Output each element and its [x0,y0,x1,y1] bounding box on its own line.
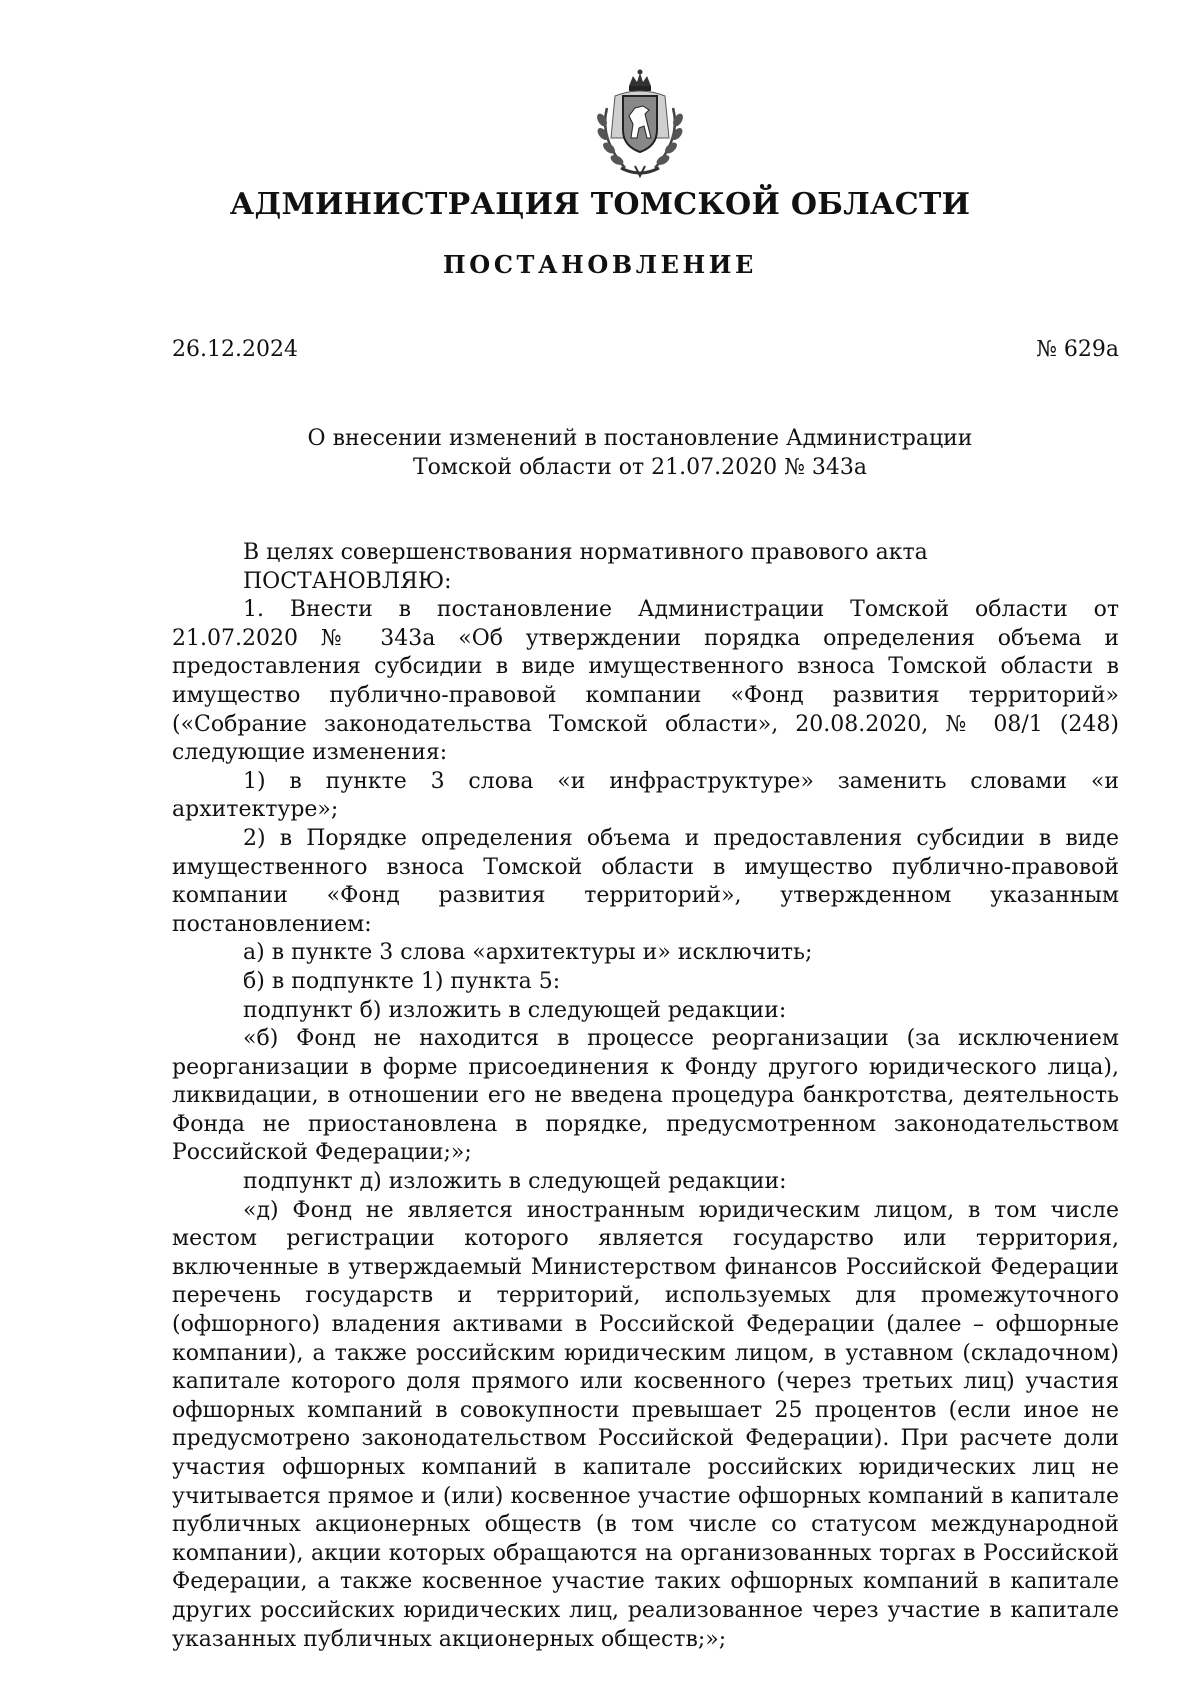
document-type: ПОСТАНОВЛЕНИЕ [443,250,757,279]
body-paragraph: подпункт д) изложить в следующей редакции: [243,1169,787,1195]
document-body [172,539,1119,1654]
body-paragraph: а) в пункте 3 слова «архитектуры и» исключить; [243,940,813,966]
preamble-paragraph: В целях совершенствования нормативного правового акта [243,540,928,565]
resolution-word: ПОСТАНОВЛЯЮ: [243,568,452,594]
body-paragraph: 1. Внести в постановление Администрации Томской области от 21.07.2020 № 343а «Об утверждении порядка определения объема и предоставления субсидии в виде имущественного взноса Томской области в имущество публично-правовой компании «Фонд развития территорий» («Собрание законодательства Томской области», 20.08.2020, № 08/1 (248) следующие изменения: [172,597,1119,766]
document-date: 26.12.2024 [172,337,298,362]
document-number: № 629а [1036,337,1119,362]
body-paragraph: подпункт б) изложить в следующей редакции: [243,997,787,1023]
document-subject [300,424,980,482]
body-paragraph: 1) в пункте 3 слова «и инфраструктуре» заменить словами «и архитектуре»; [172,768,1119,823]
subject-line: О внесении изменений в постановление Администрации [307,426,973,451]
body-paragraph: «д) Фонд не является иностранным юридическим лицом, в том числе местом регистрации которого является государство или территория, включенные в утверждаемый Министерством финансов Российской Федерации перечень государств и территорий, используемых для промежуточного (офшорного) владения активами в Российской Федерации (далее – офшорные компании), а также российским юридическим лицом, в уставном (складочном) капитале которого доля прямого или косвенного (через третьих лиц) участия офшорных компаний в совокупности превышает 25 процентов (если иное не предусмотрено законодательством Российской Федерации). При расчете доли участия офшорных компаний в капитале российских юридических лиц не учитывается прямое и (или) косвенное участие офшорных компаний в капитале публичных акционерных обществ (в том числе со статусом международной компании), акции которых обращаются на организованных торгах в Российской Федерации, а также косвенное участие таких офшорных компаний в капитале других российских юридических лиц, реализованное через участие в капитале указанных публичных акционерных обществ;»; [172,1197,1119,1652]
body-paragraph: 2) в Порядке определения объема и предоставления субсидии в виде имущественного взноса Томской области в имущество публично-правовой компании «Фонд развития территорий», утвержденном указанным постановлением: [172,825,1119,937]
body-paragraph: «б) Фонд не находится в процессе реорганизации (за исключением реорганизации в форме присоединения к Фонду другого юридического лица), ликвидации, в отношении его не введена процедура банкротства, деятельность Фонда не приостановлена в порядке, предусмотренном законодательством Российской Федерации;»; [172,1026,1119,1166]
coat-of-arms-icon [585,68,695,180]
organization-title: АДМИНИСТРАЦИЯ ТОМСКОЙ ОБЛАСТИ [229,187,971,222]
body-paragraph: б) в подпункте 1) пункта 5: [243,968,561,994]
subject-line: Томской области от 21.07.2020 № 343а [412,455,868,480]
